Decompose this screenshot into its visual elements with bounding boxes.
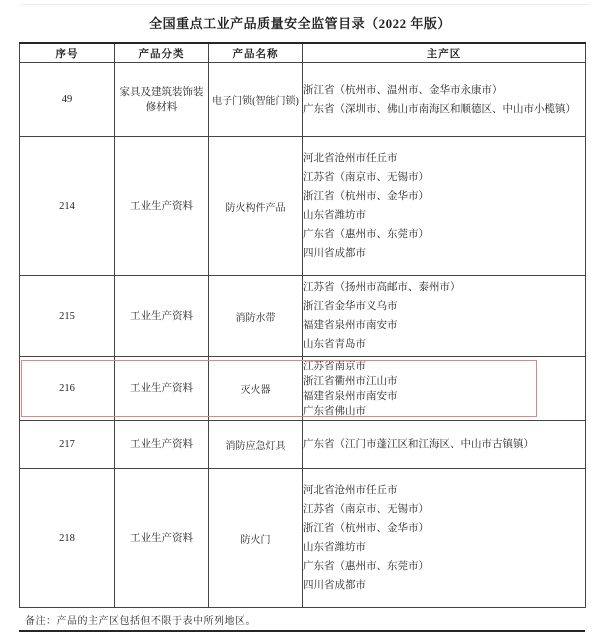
region-line: 江苏省（南京市、无锡市）	[303, 172, 429, 183]
regions-cell	[303, 469, 586, 608]
category-cell: 工业生产资料	[115, 421, 209, 469]
category-cell: 工业生产资料	[115, 276, 209, 357]
region-line: 福建省泉州市南安市	[303, 390, 398, 402]
region-line: 广东省（江门市蓬江区和江海区、中山市古镇镇）	[303, 439, 534, 450]
category-cell: 家具及建筑装饰装修材料	[115, 63, 209, 137]
product-cell: 灭火器	[209, 357, 303, 421]
region-line: 江苏省南京市	[303, 360, 366, 372]
region-line: 浙江省（杭州市、金华市）	[303, 191, 429, 202]
table-row	[20, 63, 586, 137]
top-divider	[20, 4, 590, 5]
region-line: 四川省成都市	[303, 248, 366, 259]
catalog-table-body	[20, 63, 586, 608]
col-header-product: 产品名称	[209, 43, 303, 63]
region-line: 福建省泉州市南安市	[303, 320, 398, 331]
col-header-region: 主产区	[303, 43, 586, 63]
region-line: 广东省佛山市	[303, 405, 366, 417]
region-line: 广东省（惠州市、东莞市）	[303, 561, 429, 572]
region-line: 山东省潍坊市	[303, 542, 366, 553]
region-line: 广东省（惠州市、东莞市）	[303, 229, 429, 240]
region-line: 山东省潍坊市	[303, 210, 366, 221]
product-cell: 消防应急灯具	[209, 421, 303, 469]
product-cell: 电子门锁(智能门锁)	[209, 63, 303, 137]
header-row	[20, 43, 586, 63]
serial-cell: 214	[20, 137, 115, 276]
table-row	[20, 276, 586, 357]
serial-cell: 218	[20, 469, 115, 608]
region-line: 江苏省（扬州市高邮市、泰州市）	[303, 282, 461, 293]
regions-cell	[303, 276, 586, 357]
regions-cell	[303, 357, 586, 421]
footnote: 备注：产品的主产区包括但不限于表中所列地区。	[19, 610, 585, 632]
region-line: 浙江省金华市义乌市	[303, 301, 398, 312]
catalog-table	[19, 42, 586, 608]
serial-cell: 217	[20, 421, 115, 469]
region-line: 山东省青岛市	[303, 339, 366, 350]
page-title: 全国重点工业产品质量安全监管目录（2022 年版）	[149, 16, 451, 31]
region-line: 河北省沧州市任丘市	[303, 485, 398, 496]
table-row	[20, 137, 586, 276]
regions-cell	[303, 63, 586, 137]
region-line: 广东省（深圳市、佛山市南海区和顺德区、中山市小榄镇）	[303, 103, 576, 115]
region-line: 浙江省（杭州市、金华市）	[303, 523, 429, 534]
product-cell: 防火门	[209, 469, 303, 608]
category-cell: 工业生产资料	[115, 357, 209, 421]
col-header-serial: 序号	[20, 43, 115, 63]
serial-cell: 216	[20, 357, 115, 421]
region-line: 四川省成都市	[303, 580, 366, 591]
region-line: 浙江省衢州市江山市	[303, 375, 398, 387]
table-row	[20, 357, 586, 421]
col-header-category: 产品分类	[115, 43, 209, 63]
regions-cell	[303, 421, 586, 469]
region-line: 江苏省（南京市、无锡市）	[303, 504, 429, 515]
product-cell: 消防水带	[209, 276, 303, 357]
region-line: 浙江省（杭州市、温州市、金华市永康市）	[303, 84, 503, 96]
regions-cell	[303, 137, 586, 276]
serial-cell: 49	[20, 63, 115, 137]
table-row	[20, 469, 586, 608]
category-cell: 工业生产资料	[115, 469, 209, 608]
table-row	[20, 421, 586, 469]
product-cell: 防火构件产品	[209, 137, 303, 276]
category-cell: 工业生产资料	[115, 137, 209, 276]
serial-cell: 215	[20, 276, 115, 357]
region-line: 河北省沧州市任丘市	[303, 153, 398, 164]
